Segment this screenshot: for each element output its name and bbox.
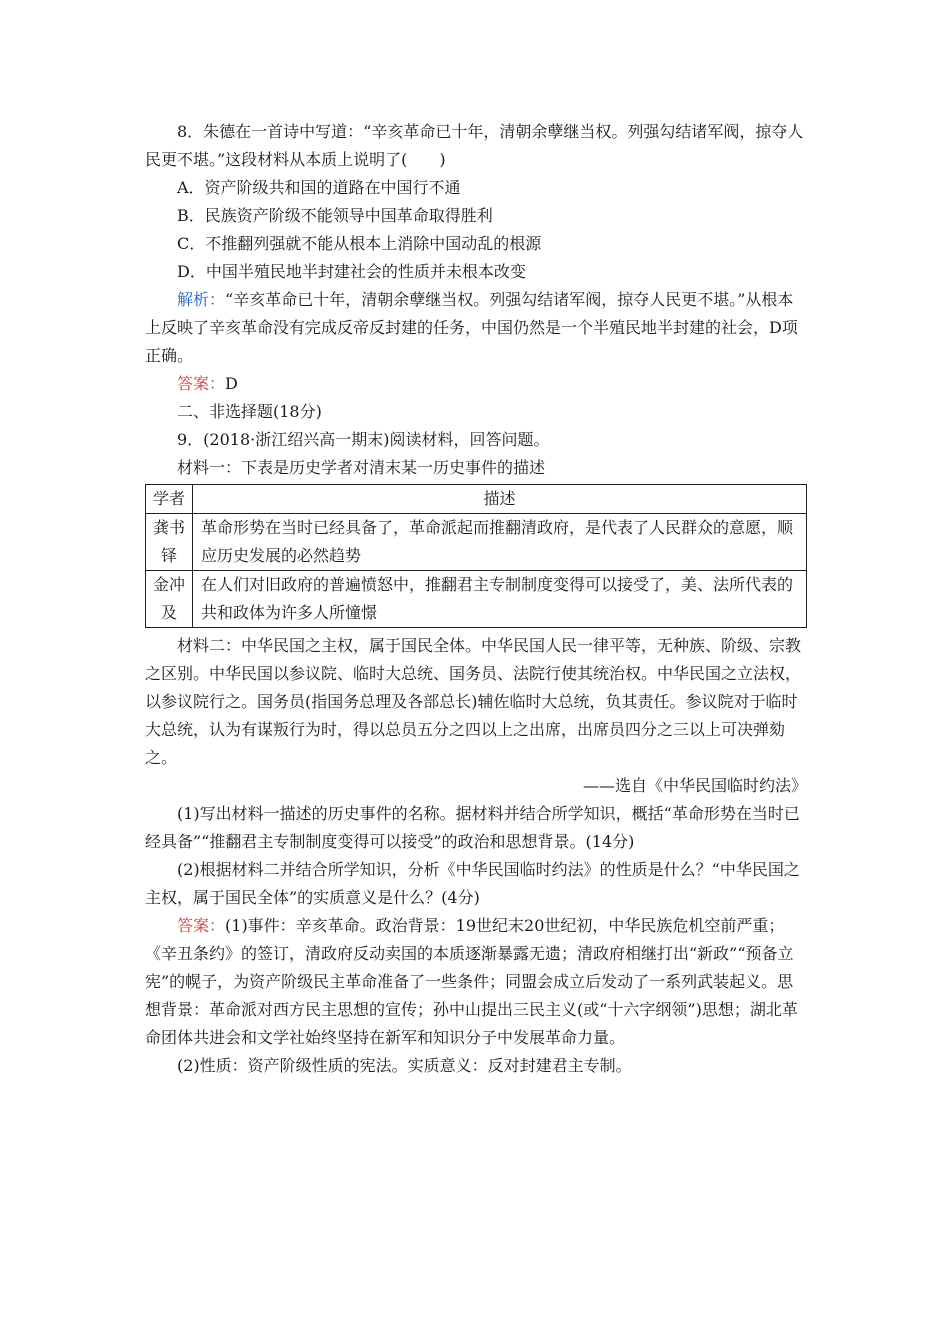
- sub-question-2: (2)根据材料二并结合所学知识，分析《中华民国临时约法》的性质是什么？“中华民国之主权，属于国民全体”的实质意义是什么？(4分): [145, 860, 800, 907]
- section-title: 二、非选择题(18分): [177, 402, 322, 421]
- answer-8: [145, 370, 807, 398]
- table-cell-desc: 革命形势在当时已经具备了，革命派起而推翻清政府，是代表了人民群众的意愿，顺应历史发展的必然趋势: [193, 514, 807, 571]
- answer-9-part-1: [145, 912, 807, 1052]
- table-cell-desc: 在人们对旧政府的普遍愤怒中，推翻君主专制制度变得可以接受了，美、法所代表的共和政体为许多人所憧憬: [193, 571, 807, 628]
- option-b: B．民族资产阶级不能领导中国革命取得胜利: [177, 206, 493, 225]
- scholar-table: [145, 484, 807, 628]
- table-cell-scholar: 龚书铎: [146, 514, 193, 571]
- table-row: [146, 514, 807, 571]
- answer-9-text-1: (1)事件：辛亥革命。政治背景：19世纪末20世纪初，中华民族危机空前严重；《辛丑条约》的签订，清政府反动卖国的本质逐渐暴露无遗；清政府相继打出“新政”“预备立宪”的幌子，为资产阶级民主革命准备了一些条件；同盟会成立后发动了一系列武装起义。思想背景：革命派对西方民主思想的宣传；孙中山提出三民主义(或“十六字纲领”)思想；湖北革命团体共进会和文学社始终坚持在新军和知识分子中发展革命力量。: [145, 916, 798, 1047]
- table-header-scholar: 学者: [146, 485, 193, 514]
- analysis-paragraph: [145, 286, 807, 370]
- answer-label: 答案：: [177, 916, 226, 935]
- table-header-row: [146, 485, 807, 514]
- option-a: A．资产阶级共和国的道路在中国行不通: [177, 178, 461, 197]
- option-d: D．中国半殖民地半封建社会的性质并未根本改变: [177, 262, 526, 281]
- table-cell-scholar: 金冲及: [146, 571, 193, 628]
- analysis-label: 解析：: [177, 290, 226, 309]
- material-2: 材料二：中华民国之主权，属于国民全体。中华民国人民一律平等，无种族、阶级、宗教之区别。中华民国以参议院、临时大总统、国务员、法院行使其统治权。中华民国之立法权，以参议院行之。国务员(指国务总理及各部总长)辅佐临时大总统，负其责任。参议院对于临时大总统，认为有谋叛行为时，得以总员五分之四以上之出席，出席员四分之三以上可决弹劾之。: [145, 636, 802, 767]
- material-source: ——选自《中华民国临时约法》: [582, 776, 807, 795]
- answer-9-part-2: (2)性质：资产阶级性质的宪法。实质意义：反对封建君主专制。: [177, 1056, 632, 1075]
- analysis-text: “辛亥革命已十年，清朝余孽继当权。列强勾结诸军阀，掠夺人民更不堪。”从根本上反映了辛亥革命没有完成反帝反封建的任务，中国仍然是一个半殖民地半封建的社会，D项正确。: [145, 290, 798, 365]
- table-header-desc: 描述: [193, 485, 807, 514]
- answer-label: 答案：: [177, 374, 226, 393]
- question-9-stem: 9．(2018·浙江绍兴高一期末)阅读材料，回答问题。: [177, 430, 550, 449]
- question-8-stem: 8．朱德在一首诗中写道：“辛亥革命已十年，清朝余孽继当权。列强勾结诸军阀，掠夺人民更不堪。”这段材料从本质上说明了( ): [145, 122, 804, 169]
- option-c: C．不推翻列强就不能从根本上消除中国动乱的根源: [177, 234, 542, 253]
- table-row: [146, 571, 807, 628]
- answer-value: D: [225, 374, 238, 393]
- sub-question-1: (1)写出材料一描述的历史事件的名称。据材料并结合所学知识，概括“革命形势在当时已经具备”“推翻君主专制制度变得可以接受”的政治和思想背景。(14分): [145, 804, 800, 851]
- material-1-intro: 材料一：下表是历史学者对清末某一历史事件的描述: [177, 458, 546, 477]
